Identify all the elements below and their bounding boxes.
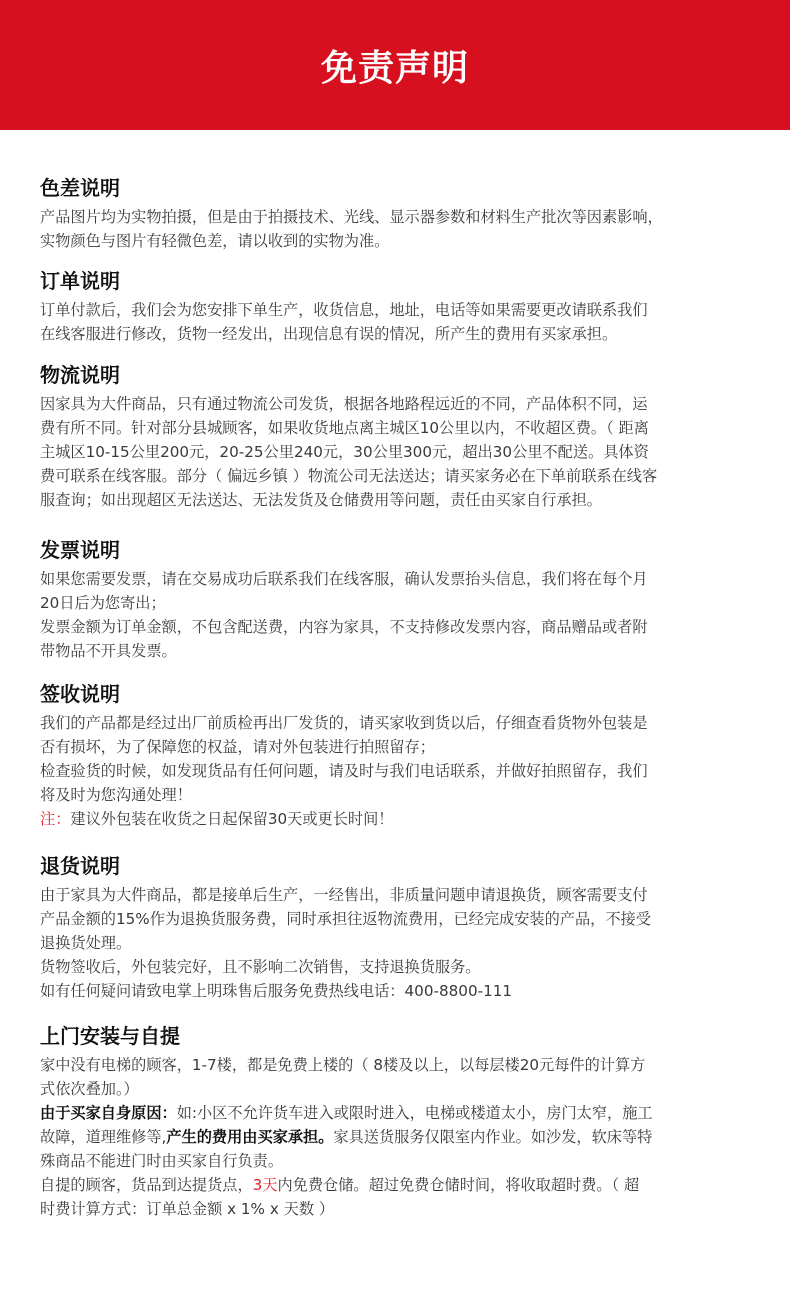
text-span: 家具送货服务仅限室内作业。如沙发，软床等特 (333, 1128, 653, 1146)
paragraph-line: 费有所不同。针对部分县城顾客，如果收货地点离主城区10公里以内，不收超区费。（ 距离 (40, 419, 649, 437)
text-span: 自提的顾客，货品到达提货点， (40, 1176, 253, 1194)
paragraph-line: 产品金额的15%作为退换货服务费，同时承担往返物流费用，已经完成安装的产品，不接受 (40, 910, 651, 928)
paragraph-line: 时费计算方式：订单总金额 x 1% x 天数 ） (40, 1200, 335, 1218)
paragraph-line: 产品图片均为实物拍摄，但是由于拍摄技术、光线、显示器参数和材料生产批次等因素影响， (40, 208, 663, 226)
section-heading: 签收说明 (40, 682, 120, 706)
paragraph-line: 检查验货的时候，如发现货品有任何问题，请及时与我们电话联系，并做好拍照留存，我们 (40, 762, 648, 780)
section-heading: 退货说明 (40, 854, 120, 878)
paragraph-line: 式依次叠加。） (40, 1080, 139, 1098)
header-banner (0, 0, 790, 130)
bold-text: 产生的费用由买家承担。 (166, 1128, 334, 1146)
paragraph-line: 如果您需要发票，请在交易成功后联系我们在线客服，确认发票抬头信息，我们将在每个月 (40, 570, 648, 588)
paragraph-line: 带物品不开具发票。 (40, 642, 177, 660)
section-color-difference (40, 175, 752, 253)
paragraph-line: 实物颜色与图片有轻微色差，请以收到的实物为准。 (40, 232, 390, 250)
section-receipt (40, 681, 752, 831)
section-order (40, 268, 752, 346)
paragraph-line: 家中没有电梯的顾客，1-7楼，都是免费上楼的（ 8楼及以上，以每层楼20元每件的计算方 (40, 1056, 646, 1074)
section-heading: 上门安装与自提 (40, 1024, 180, 1048)
paragraph-line (40, 1173, 752, 1197)
paragraph-line: 因家具为大件商品，只有通过物流公司发货，根据各地路程远近的不同，产品体积不同，运 (40, 395, 648, 413)
hotline-line: 如有任何疑问请致电掌上明珠售后服务免费热线电话：400-8800-111 (40, 982, 513, 1000)
page-title: 免责声明 (320, 47, 469, 89)
paragraph-line: 在线客服进行修改，货物一经发出，出现信息有误的情况，所产生的费用有买家承担。 (40, 325, 618, 343)
paragraph-line: 由于家具为大件商品，都是接单后生产，一经售出，非质量问题申请退换货，顾客需要支付 (40, 886, 648, 904)
highlight-days: 3天 (252, 1176, 278, 1194)
section-installation-pickup (40, 1023, 752, 1221)
section-heading: 物流说明 (40, 363, 120, 387)
paragraph-line: 费可联系在线客服。部分（ 偏远乡镇 ）物流公司无法送达；请买家务必在下单前联系在线客 (40, 467, 658, 485)
paragraph-line: 退换货处理。 (40, 934, 132, 952)
text-span: 故障，道理维修等, (40, 1128, 167, 1146)
paragraph-line: 将及时为您沟通处理！ (40, 786, 192, 804)
paragraph-line: 货物签收后，外包装完好，且不影响二次销售，支持退换货服务。 (40, 958, 481, 976)
section-logistics (40, 362, 752, 512)
paragraph-line (40, 1101, 752, 1125)
paragraph-line: 发票金额为订单金额，不包含配送费，内容为家具，不支持修改发票内容，商品赠品或者附 (40, 618, 648, 636)
paragraph-line: 我们的产品都是经过出厂前质检再出厂发货的，请买家收到货以后，仔细查看货物外包装是 (40, 714, 648, 732)
paragraph-line: 殊商品不能进门时由买家自行负责。 (40, 1152, 283, 1170)
paragraph-line: 服查询；如出现超区无法送达、无法发货及仓储费用等问题，责任由买家自行承担。 (40, 491, 602, 509)
paragraph-line: 否有损坏，为了保障您的权益，请对外包装进行拍照留存； (40, 738, 435, 756)
paragraph-line: 主城区10-15公里200元，20-25公里240元，30公里300元，超出30公里不配送。具体资 (40, 443, 649, 461)
note-label: 注： (40, 810, 71, 828)
reason-label: 由于买家自身原因： (40, 1104, 177, 1122)
paragraph-line: 订单付款后，我们会为您安排下单生产，收货信息，地址，电话等如果需要更改请联系我们 (40, 301, 648, 319)
section-heading: 发票说明 (40, 538, 120, 562)
paragraph-line (40, 1125, 752, 1149)
section-heading: 订单说明 (40, 269, 120, 293)
reason-text: 如:小区不允许货车进入或限时进入，电梯或楼道太小，房门太窄，施工 (176, 1104, 653, 1122)
section-returns (40, 853, 752, 1003)
text-span: 内免费仓储。超过免费仓储时间，将收取超时费。（ 超 (277, 1176, 640, 1194)
note-line (40, 807, 752, 831)
section-heading: 色差说明 (40, 176, 120, 200)
paragraph-line: 20日后为您寄出； (40, 594, 166, 612)
note-text: 建议外包装在收货之日起保留30天或更长时间！ (70, 810, 394, 828)
section-invoice (40, 537, 752, 663)
